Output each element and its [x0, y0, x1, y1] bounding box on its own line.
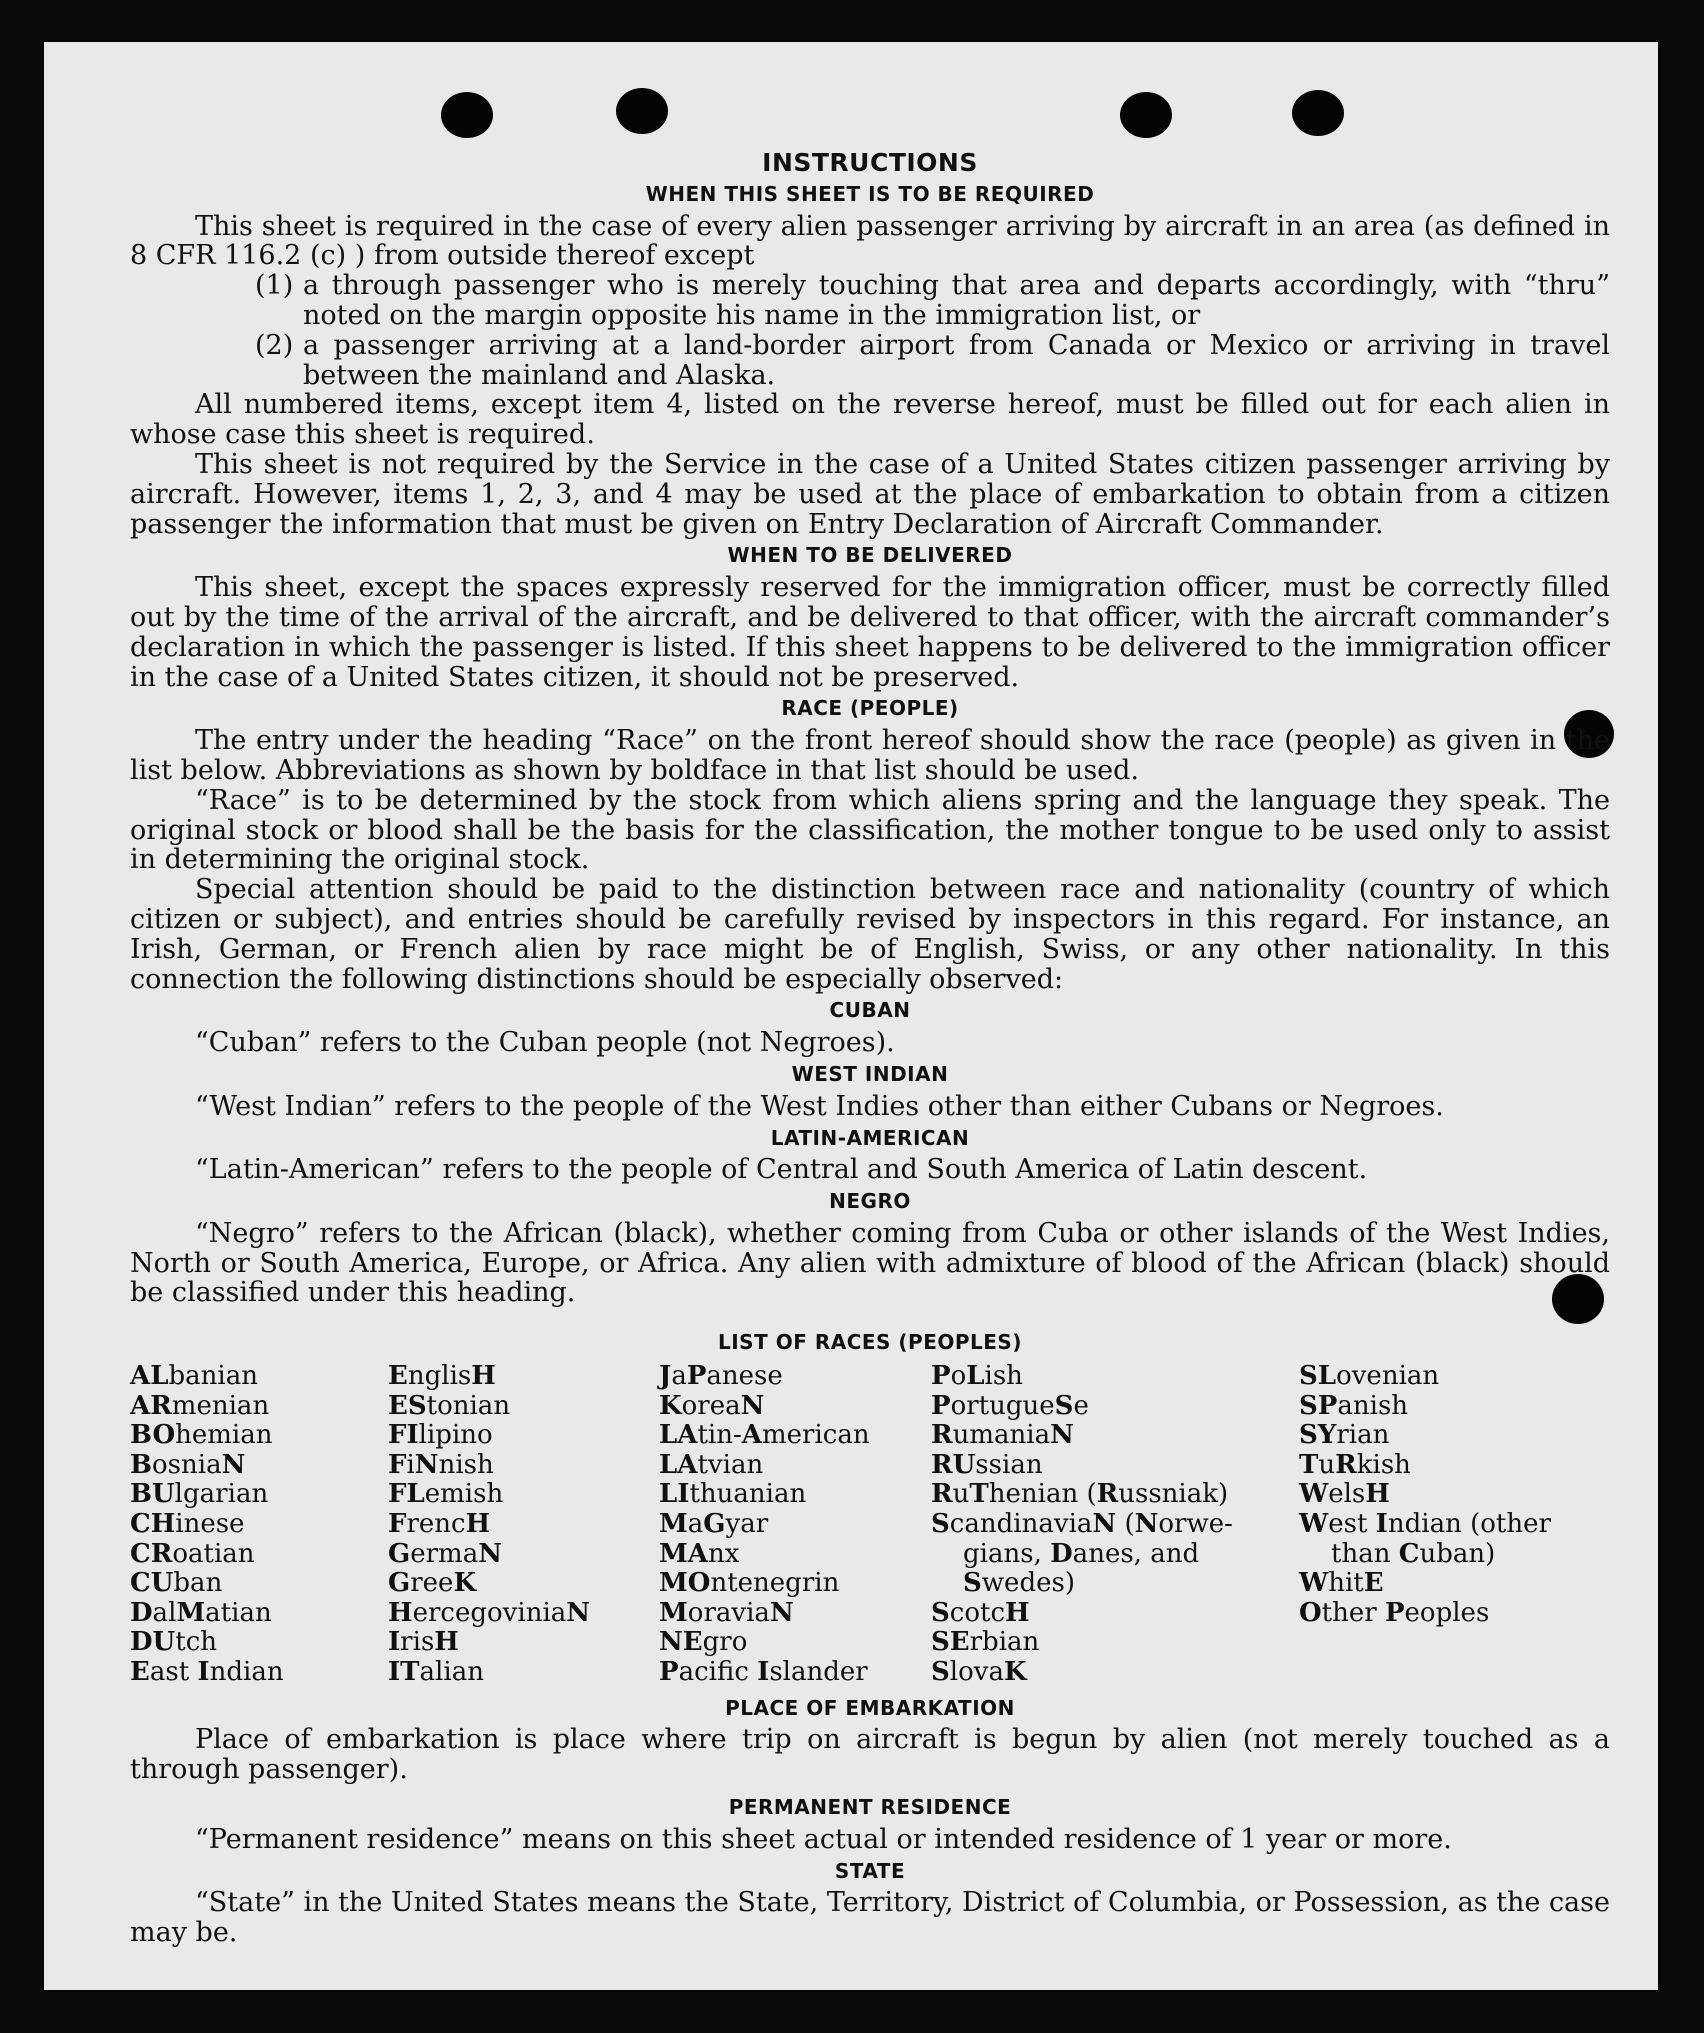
race-entry: LAtin-American: [659, 1420, 870, 1451]
section-heading: LATIN-AMERICAN: [770, 1125, 970, 1150]
race-entry: EnglisH: [388, 1361, 496, 1392]
race-entry: GermaN: [388, 1538, 502, 1569]
paragraph: This sheet is required in the case of every alien passenger arriving by aircraft in an area (as defined in 8 CFR 116.2 (c) ) from outside thereof except: [130, 210, 1610, 272]
race-entry: Swedes): [963, 1568, 1075, 1599]
race-entry: HercegoviniaN: [388, 1597, 591, 1628]
section-heading: CUBAN: [829, 998, 911, 1023]
race-entry: SPanish: [1299, 1390, 1409, 1421]
race-entry: PoLish: [931, 1361, 1023, 1392]
race-entry: FrencH: [388, 1509, 491, 1540]
race-entry: BUlgarian: [130, 1479, 269, 1510]
paragraph: “Permanent residence” means on this sheet actual or intended residence of 1 year or more.: [195, 1823, 1452, 1855]
paragraph: “West Indian” refers to the people of the West Indies other than either Cubans or Negroes.: [195, 1090, 1444, 1122]
paragraph: “Race” is to be determined by the stock from which aliens spring and the language they speak. The original stock or blood shall be the basis for the classification, the mother tongue to be used only to assist in determining the original stock.: [130, 784, 1610, 876]
section-heading: PERMANENT RESIDENCE: [728, 1795, 1012, 1819]
race-column: [659, 1362, 931, 1688]
race-entry: MOntenegrin: [659, 1568, 840, 1599]
race-entry: WelsH: [1299, 1479, 1390, 1510]
section-heading: WHEN THIS SHEET IS TO BE REQUIRED: [645, 181, 1095, 206]
race-column: [931, 1362, 1299, 1688]
paragraph: “Latin-American” refers to the people of Central and South America of Latin descent.: [195, 1154, 1368, 1186]
paragraph: All numbered items, except item 4, listed on the reverse hereof, must be filled out for each alien in whose case this sheet is required.: [130, 389, 1610, 451]
race-entry: SYrian: [1299, 1420, 1390, 1451]
race-entry: ScotcH: [931, 1597, 1030, 1628]
race-entry: EStonian: [388, 1390, 511, 1421]
race-entry: CHinese: [130, 1509, 245, 1540]
race-entry: MoraviaN: [659, 1597, 794, 1628]
race-entry: MAnx: [659, 1538, 740, 1569]
race-entry: NEgro: [659, 1627, 748, 1658]
race-column: [1299, 1362, 1589, 1688]
list-item: [255, 331, 1610, 391]
race-entry: RuThenian (Russniak): [931, 1479, 1229, 1510]
race-entry: East Indian: [130, 1657, 284, 1688]
race-entry: JaPanese: [659, 1361, 783, 1392]
item-number: (1): [255, 270, 294, 302]
race-entry: FIlipino: [388, 1420, 493, 1451]
section-heading: PLACE OF EMBARKATION: [725, 1695, 1015, 1720]
race-entry: ITalian: [388, 1657, 484, 1688]
race-entry: Other Peoples: [1299, 1597, 1490, 1628]
race-entry: DUtch: [130, 1627, 217, 1658]
race-entry: LIthuanian: [659, 1479, 807, 1510]
race-entry: TuRkish: [1299, 1449, 1411, 1480]
race-entry: LAtvian: [659, 1449, 764, 1480]
race-entry: than Cuban): [1331, 1538, 1496, 1569]
paragraph: Place of embarkation is place where trip on aircraft is begun by alien (not merely touched as a through passenger).: [130, 1724, 1610, 1786]
item-text: a through passenger who is merely touching that area and departs accordingly, with “thru” noted on the margin opposite his name in the immigration list, or: [303, 270, 1610, 331]
race-entry: FiNnish: [388, 1449, 494, 1480]
race-entry: SErbian: [931, 1627, 1040, 1658]
race-column: [388, 1362, 659, 1688]
race-entry: WhitE: [1299, 1568, 1384, 1599]
race-entry: ScandinaviaN (Norwe-: [931, 1509, 1233, 1540]
section-heading: WEST INDIAN: [791, 1061, 949, 1086]
race-entry: CRoatian: [130, 1538, 255, 1569]
race-list: [130, 1362, 1610, 1688]
section-heading: NEGRO: [829, 1189, 911, 1214]
paragraph: This sheet is not required by the Service in the case of a United States citizen passenger arriving by aircraft. However, items 1, 2, 3, and 4 may be used at the place of embarkation to obtain from a citizen passenger the information that must be given on Entry Declaration of Aircraft Commander.: [130, 448, 1610, 540]
race-entry: Pacifc Islander: [659, 1657, 868, 1688]
race-entry: RumaniaN: [931, 1420, 1074, 1451]
document-sheet: [44, 42, 1658, 1990]
item-number: (2): [255, 329, 294, 361]
page-title: INSTRUCTIONS: [762, 148, 978, 177]
race-entry: West Indian (other: [1299, 1509, 1551, 1540]
paragraph: Special attention should be paid to the distinction between race and nationality (country of which citizen or subject), and entries should be carefully revised by inspectors in this regard. For instance, an Irish, German, or French alien by race might be of English, Swiss, or any other nationality. In this connection the following distinctions should be especially observed:: [130, 874, 1610, 995]
race-entry: ARmenian: [130, 1390, 270, 1421]
race-entry: KoreaN: [659, 1390, 765, 1421]
section-heading: WHEN TO BE DELIVERED: [727, 543, 1013, 568]
race-entry: BOhemian: [130, 1420, 273, 1451]
race-entry: FLemish: [388, 1479, 504, 1510]
section-heading: RACE (PEOPLE): [781, 696, 959, 721]
race-entry: gians, Danes, and: [963, 1538, 1200, 1569]
section-heading: LIST OF RACES (PEOPLES): [718, 1330, 1022, 1355]
paragraph: “Cuban” refers to the Cuban people (not Negroes).: [195, 1027, 895, 1059]
paragraph: “Negro” refers to the African (black), whether coming from Cuba or other islands of the West Indies, North or South America, Europe, or Africa. Any alien with admixture of blood of the African (black) should be classified under this heading.: [130, 1217, 1610, 1309]
paragraph: This sheet, except the spaces expressly reserved for the immigration officer, must be correctly filled out by the time of the arrival of the aircraft, and be delivered to that officer, with the aircraft commander’s declaration in which the passenger is listed. If this sheet happens to be delivered to the immigration officer in the case of a United States citizen, it should not be preserved.: [130, 572, 1610, 693]
section-heading: STATE: [834, 1858, 906, 1883]
race-entry: RUssian: [931, 1449, 1043, 1480]
instructions-body: [130, 104, 1610, 1948]
paragraph: “State” in the United States means the State, Territory, District of Columbia, or Possession, as the case may be.: [130, 1887, 1610, 1949]
race-entry: PortugueSe: [931, 1390, 1089, 1421]
race-column: [130, 1362, 388, 1688]
race-entry: ALbanian: [130, 1361, 258, 1392]
list-item: [255, 271, 1610, 331]
race-entry: CUban: [130, 1568, 223, 1599]
paragraph: The entry under the heading “Race” on the front hereof should show the race (people) as given in the list below. Abbreviations as shown by boldface in that list should be used.: [130, 725, 1610, 786]
race-entry: MaGyar: [659, 1509, 769, 1540]
race-entry: GreeK: [388, 1568, 477, 1599]
race-entry: SlovaK: [931, 1657, 1027, 1688]
race-entry: SLovenian: [1299, 1361, 1440, 1392]
race-entry: IrisH: [388, 1627, 459, 1658]
item-text: a passenger arriving at a land-border airport from Canada or Mexico or arriving in travel between the mainland and Alaska.: [303, 329, 1610, 391]
race-entry: DalMatian: [130, 1597, 272, 1628]
race-entry: BosniaN: [130, 1449, 246, 1480]
